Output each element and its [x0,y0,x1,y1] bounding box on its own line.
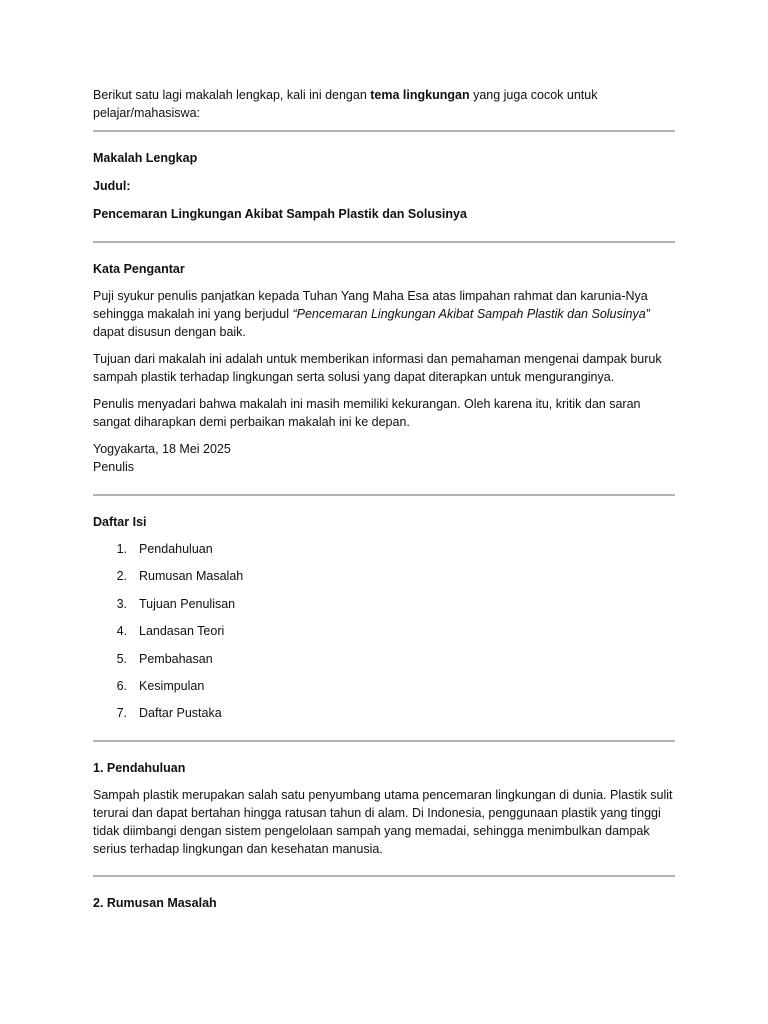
document-page [93,86,675,929]
list-item [93,650,675,668]
kata-pengantar-heading: Kata Pengantar [93,262,185,276]
list-item-label: Kesimpulan [139,678,205,693]
pendahuluan-heading: 1. Pendahuluan [93,760,186,775]
title-section [93,132,675,241]
list-item-number: 1. [116,542,127,556]
kp-p1-before: Puji syukur penulis panjatkan kepada Tuhan Yang Maha Esa atas limpahan rahmat dan karunia-Nya sehingga makalah ini yang berjudul [93,289,648,321]
kata-pengantar-section [93,243,675,494]
list-item-number: 7. [116,706,127,721]
list-item-number: 3. [116,596,127,611]
intro-text-before: Berikut satu lagi makalah lengkap, kali ini dengan [93,88,371,102]
kata-pengantar-paragraph-3: Penulis menyadari bahwa makalah ini masih memiliki kekurangan. Oleh karena itu, kritik dan saran sangat diharapkan demi perbaikan makalah ini ke depan. [93,397,641,429]
pendahuluan-paragraph: Sampah plastik merupakan salah satu penyumbang utama pencemaran lingkungan di dunia. Plastik sulit terurai dan dapat bertahan hingga ratusan tahun di alam. Di Indonesia, penggunaan plastik yang tinggi tidak diimbangi dengan sistem pengelolaan sampah yang memadai, sehingga menimbulkan dampak serius terhadap lingkungan dan kesehatan manusia. [93,787,673,856]
list-item-number: 2. [116,569,127,584]
signer: Penulis [93,460,134,474]
table-of-contents [93,540,675,722]
rumusan-masalah-heading: 2. Rumusan Masalah [93,895,217,910]
list-item-label: Rumusan Masalah [139,569,244,584]
kata-pengantar-paragraph-1 [93,287,675,341]
list-item [93,622,675,640]
list-item-label: Landasan Teori [139,624,225,639]
list-item [93,540,675,558]
intro-paragraph [93,86,675,122]
list-item-number: 6. [116,678,127,693]
judul-label: Judul: [93,179,131,193]
kata-pengantar-paragraph-2: Tujuan dari makalah ini adalah untuk memberikan informasi dan pemahaman mengenai dampak buruk sampah plastik terhadap lingkungan serta solusi yang dapat diterapkan untuk menguranginya. [93,352,662,384]
document-title: Pencemaran Lingkungan Akibat Sampah Plastik dan Solusinya [93,207,467,221]
daftar-isi-heading: Daftar Isi [93,515,147,529]
kp-p1-after: dapat disusun dengan baik. [93,325,246,339]
list-item-label: Tujuan Penulisan [139,596,236,611]
makalah-label: Makalah Lengkap [93,151,198,165]
intro-text-after: yang juga cocok untuk pelajar/mahasiswa: [93,88,598,120]
intro-bold-text: tema lingkungan [370,88,470,102]
list-item [93,677,675,695]
daftar-isi-section [93,496,675,740]
list-item-label: Daftar Pustaka [139,706,222,721]
list-item-number: 5. [116,651,127,666]
list-item [93,704,675,722]
pendahuluan-section [93,742,675,875]
rumusan-masalah-section [93,877,675,929]
list-item [93,595,675,613]
list-item-number: 4. [116,624,127,639]
kp-p1-italic-title: “Pencemaran Lingkungan Akibat Sampah Plastik dan Solusinya” [292,307,650,321]
list-item-label: Pembahasan [139,651,213,666]
list-item-label: Pendahuluan [139,542,213,556]
place-date: Yogyakarta, 18 Mei 2025 [93,442,231,456]
list-item [93,567,675,585]
